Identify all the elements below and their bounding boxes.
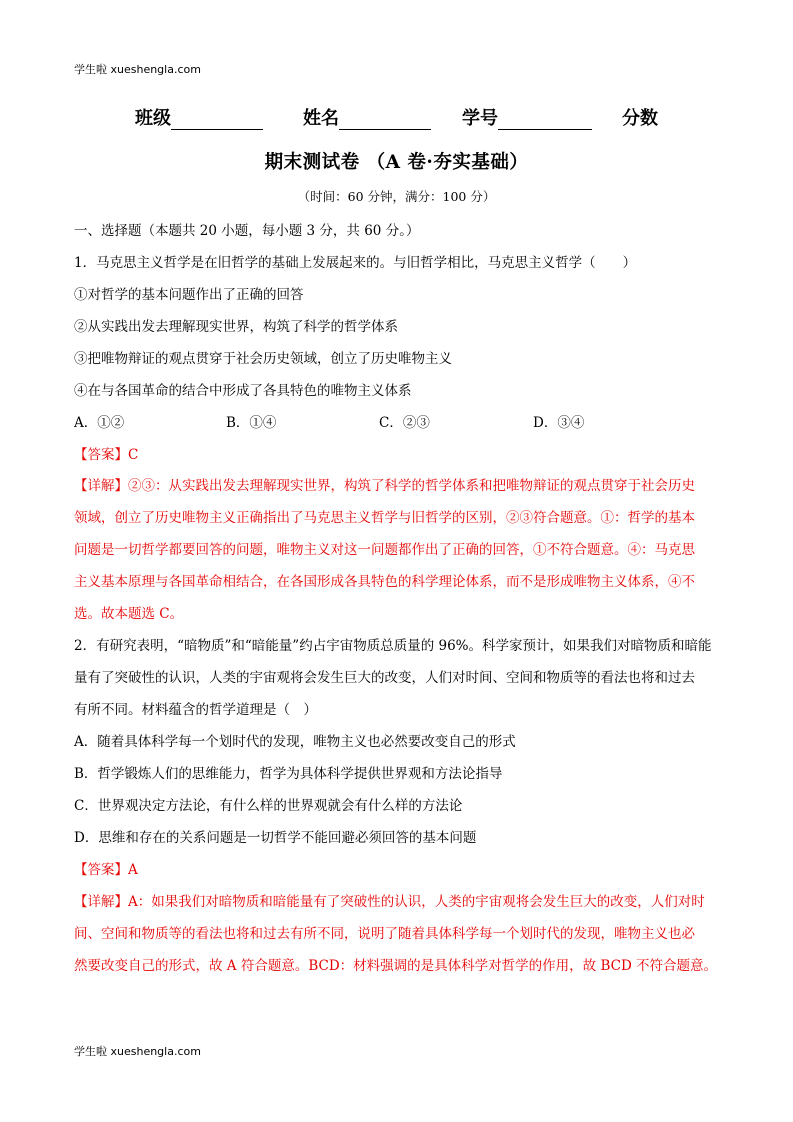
footer-site-label: 学生啦 xueshengla.com — [74, 1045, 201, 1058]
q2-explain-line: 【详解】A：如果我们对暗物质和暗能量有了突破性的认识，人类的宇宙观将会发生巨大的改变，人们对时 — [74, 894, 705, 910]
q1-explain-line: 选。故本题选 C。 — [74, 606, 184, 622]
section-heading: 一、选择题（本题共 20 小题，每小题 3 分，共 60 分。） — [74, 223, 420, 239]
q2-option-d[interactable]: D．思维和存在的关系问题是一切哲学不能回避必须回答的基本问题 — [74, 830, 477, 846]
q1-option-a[interactable]: A．①② — [74, 415, 125, 431]
score-field — [622, 104, 658, 130]
q1-option-d[interactable]: D．③④ — [533, 415, 585, 431]
q1-item: ②从实践出发去理解现实世界，构筑了科学的哲学体系 — [74, 319, 398, 335]
class-blank[interactable] — [171, 109, 263, 130]
q1-option-b[interactable]: B．①④ — [226, 415, 277, 431]
name-blank[interactable] — [339, 109, 431, 130]
q2-option-a[interactable]: A．随着具体科学每一个划时代的发现，唯物主义也必然要改变自己的形式 — [74, 734, 516, 750]
q2-explain-line: 然要改变自己的形式，故 A 符合题意。BCD：材料强调的是具体科学对哲学的作用，故 BCD 不符合题意。 — [74, 958, 718, 974]
q2-option-b[interactable]: B．哲学锻炼人们的思维能力，哲学为具体科学提供世界观和方法论指导 — [74, 766, 503, 782]
q1-explain-line: 领域，创立了历史唯物主义正确指出了马克思主义哲学与旧哲学的区别，②③符合题意。①：哲学的基本 — [74, 510, 695, 526]
q2-stem: 2．有研究表明，“暗物质”和“暗能量”约占宇宙物质总质量的 96%。科学家预计，如果我们对暗物质和暗能 — [74, 638, 712, 654]
score-label: 分数 — [622, 108, 658, 129]
q2-explain-line: 间、空间和物质等的看法也将和过去有所不同，说明了随着具体科学每一个划时代的发现，唯物主义也必 — [74, 926, 695, 942]
q1-answer: 【答案】C — [74, 447, 139, 463]
q1-option-c[interactable]: C．②③ — [379, 415, 430, 431]
q1-options — [74, 411, 714, 431]
q2-stem: 有所不同。材料蕴含的哲学道理是（ ） — [74, 702, 317, 718]
q2-stem: 量有了突破性的认识，人类的宇宙观将会发生巨大的改变，人们对时间、空间和物质等的看法也将和过去 — [74, 670, 695, 686]
class-label: 班级 — [135, 108, 171, 129]
q1-explain-line: 【详解】②③：从实践出发去理解现实世界，构筑了科学的哲学体系和把唯物辩证的观点贯穿于社会历史 — [74, 478, 695, 494]
header-site-label: 学生啦 xueshengla.com — [74, 63, 201, 76]
student-info-row — [0, 104, 793, 130]
class-field — [135, 104, 263, 130]
name-field — [303, 104, 431, 130]
q1-item: ①对哲学的基本问题作出了正确的回答 — [74, 287, 304, 303]
q1-stem: 1．马克思主义哲学是在旧哲学的基础上发展起来的。与旧哲学相比，马克思主义哲学（ ） — [74, 255, 637, 271]
student-id-field — [462, 104, 592, 130]
q1-explain-line: 主义基本原理与各国革命相结合，在各国形成各具特色的科学理论体系，而不是形成唯物主义体系，④不 — [74, 574, 695, 590]
student-id-label: 学号 — [462, 108, 498, 129]
q1-item: ④在与各国革命的结合中形成了各具特色的唯物主义体系 — [74, 383, 412, 399]
exam-title: 期末测试卷 （A 卷·夯实基础） — [264, 152, 529, 173]
exam-time-note: （时间：60 分钟，满分：100 分） — [297, 189, 496, 204]
q2-option-c[interactable]: C．世界观决定方法论，有什么样的世界观就会有什么样的方法论 — [74, 798, 463, 814]
student-id-blank[interactable] — [498, 109, 592, 130]
q1-item: ③把唯物辩证的观点贯穿于社会历史领域，创立了历史唯物主义 — [74, 351, 452, 367]
q1-explain-line: 问题是一切哲学都要回答的问题，唯物主义对这一问题都作出了正确的回答，①不符合题意。④：马克思 — [74, 542, 695, 558]
name-label: 姓名 — [303, 108, 339, 129]
q2-answer: 【答案】A — [74, 862, 138, 878]
